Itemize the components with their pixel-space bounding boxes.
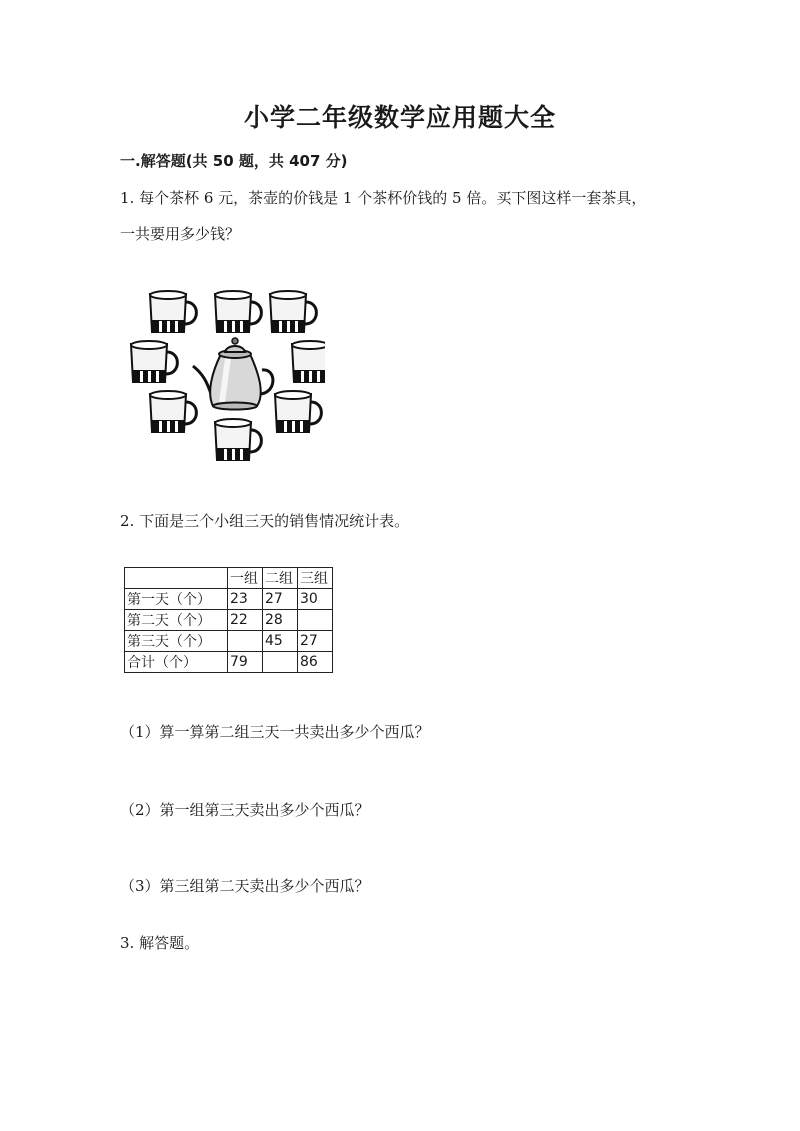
table-cell: 23 — [228, 589, 263, 610]
table-cell: 第二天（个） — [125, 610, 228, 631]
table-cell: 第一天（个） — [125, 589, 228, 610]
table-cell: 27 — [263, 589, 298, 610]
question-1-line-2: 一共要用多少钱？ — [120, 225, 241, 243]
table-cell: 45 — [263, 631, 298, 652]
table-row — [125, 589, 333, 610]
question-3: 3. 解答题。 — [120, 934, 200, 952]
sales-stats-table — [124, 567, 333, 673]
table-cell: 22 — [228, 610, 263, 631]
question-2-intro: 2. 下面是三个小组三天的销售情况统计表。 — [120, 512, 410, 530]
table-header-cell: 三组 — [298, 568, 333, 589]
table-cell: 28 — [263, 610, 298, 631]
table-header-cell: 二组 — [263, 568, 298, 589]
question-2-sub-3: （3）第三组第二天卖出多少个西瓜？ — [120, 877, 370, 895]
cup-icon — [150, 291, 196, 332]
question-1-line-1: 1. 每个茶杯 6 元，茶壶的价钱是 1 个茶杯价钱的 5 倍。买下图这样一套茶具， — [120, 189, 647, 207]
teapot-icon — [193, 338, 273, 410]
cup-icon — [275, 391, 321, 432]
table-header-row — [125, 568, 333, 589]
table-cell: 27 — [298, 631, 333, 652]
table-cell: 30 — [298, 589, 333, 610]
cup-icon — [270, 291, 316, 332]
table-header-cell — [125, 568, 228, 589]
page-title: 小学二年级数学应用题大全 — [243, 103, 556, 132]
table-cell — [263, 652, 298, 673]
cup-icon — [215, 419, 261, 460]
cup-icon — [131, 341, 177, 382]
cup-icon — [150, 391, 196, 432]
section-heading: 一.解答题(共 50 题，共 407 分) — [120, 152, 348, 170]
teapot-cups-illustration — [125, 282, 325, 472]
table-header-cell: 一组 — [228, 568, 263, 589]
table-cell: 合计（个） — [125, 652, 228, 673]
table-row — [125, 631, 333, 652]
table-cell: 86 — [298, 652, 333, 673]
question-2-sub-1: （1）算一算第二组三天一共卖出多少个西瓜？ — [120, 723, 430, 741]
table-row — [125, 652, 333, 673]
table-row — [125, 610, 333, 631]
table-cell: 79 — [228, 652, 263, 673]
cup-icon — [215, 291, 261, 332]
table-cell: 第三天（个） — [125, 631, 228, 652]
cup-icon — [292, 341, 325, 382]
question-2-sub-2: （2）第一组第三天卖出多少个西瓜？ — [120, 801, 370, 819]
table-cell — [228, 631, 263, 652]
table-cell — [298, 610, 333, 631]
